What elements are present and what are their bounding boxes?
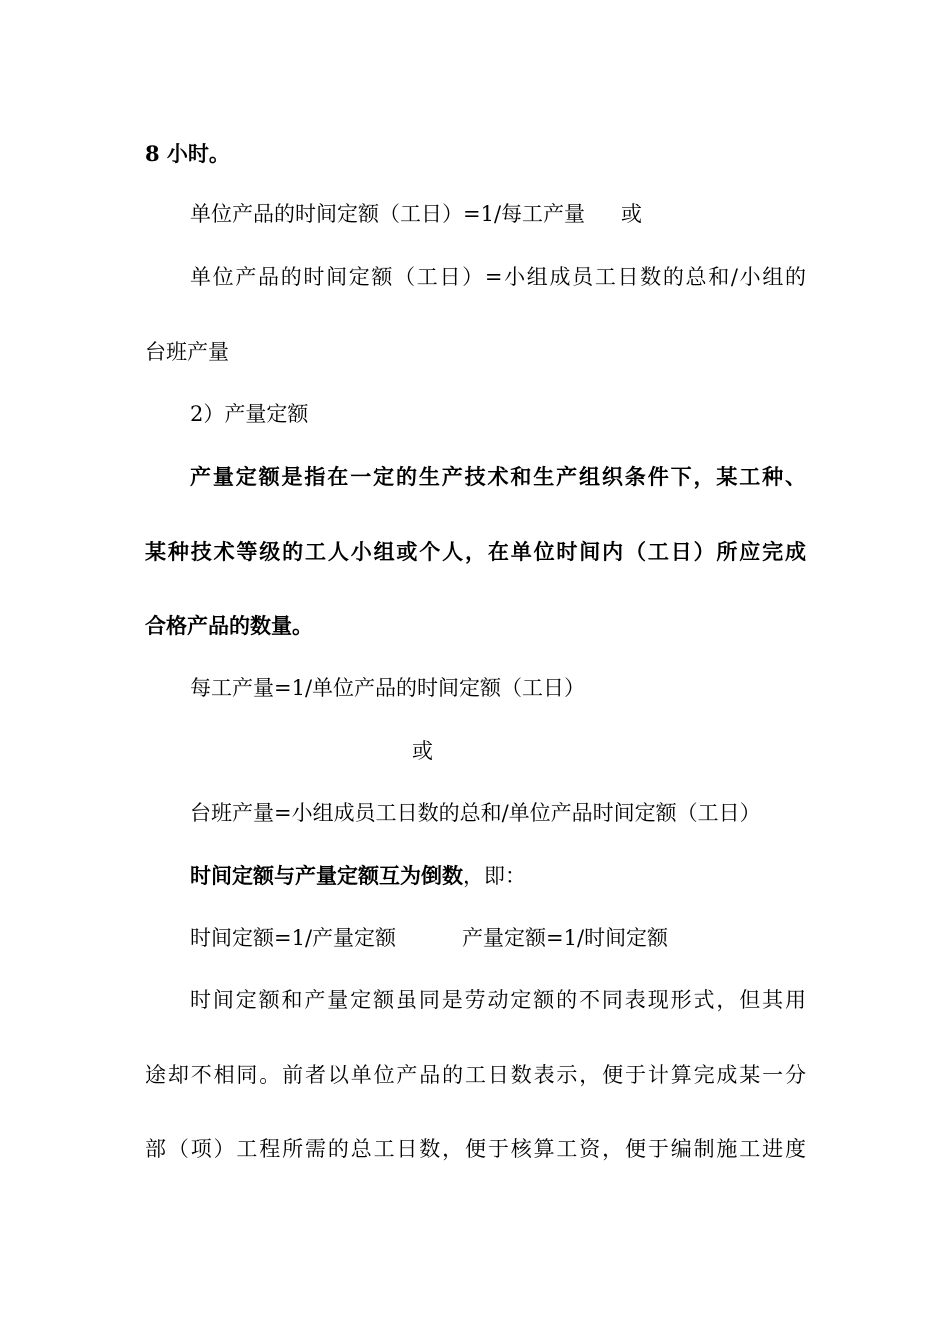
paragraph-line: 途却不相同。前者以单位产品的工日数表示，便于计算完成某一分 <box>145 1063 806 1087</box>
formula-text: 产量定额=1/时间定额 <box>462 926 669 950</box>
formula-line: 台班产量=小组成员工日数的总和/单位产品时间定额（工日） <box>190 801 761 825</box>
relation-line <box>190 862 526 890</box>
paragraph-line: 8 小时。 <box>145 141 230 166</box>
formula-text: 单位产品的时间定额（工日）=1/每工产量 <box>190 202 586 226</box>
formula-line: 单位产品的时间定额（工日）=小组成员工日数的总和/小组的 <box>190 265 806 289</box>
relation-tail-text: ，即： <box>463 864 526 888</box>
formula-line <box>190 200 642 228</box>
conjunction-text: 或 <box>412 739 433 763</box>
definition-line: 产量定额是指在一定的生产技术和生产组织条件下，某工种、 <box>190 464 806 489</box>
paragraph-line: 时间定额和产量定额虽同是劳动定额的不同表现形式，但其用 <box>190 988 806 1012</box>
relation-bold-text: 时间定额与产量定额互为倒数 <box>190 863 463 888</box>
formula-line <box>190 924 668 952</box>
formula-line-continued: 台班产量 <box>145 340 229 364</box>
definition-line: 某种技术等级的工人小组或个人，在单位时间内（工日）所应完成 <box>145 539 806 564</box>
paragraph-line: 部（项）工程所需的总工日数，便于核算工资，便于编制施工进度 <box>145 1137 806 1161</box>
formula-line: 每工产量=1/单位产品的时间定额（工日） <box>190 676 586 700</box>
conjunction-text: 或 <box>621 202 643 226</box>
definition-line: 合格产品的数量。 <box>145 613 313 638</box>
formula-text: 时间定额=1/产量定额 <box>190 926 397 950</box>
section-heading: 2）产量定额 <box>190 402 309 426</box>
